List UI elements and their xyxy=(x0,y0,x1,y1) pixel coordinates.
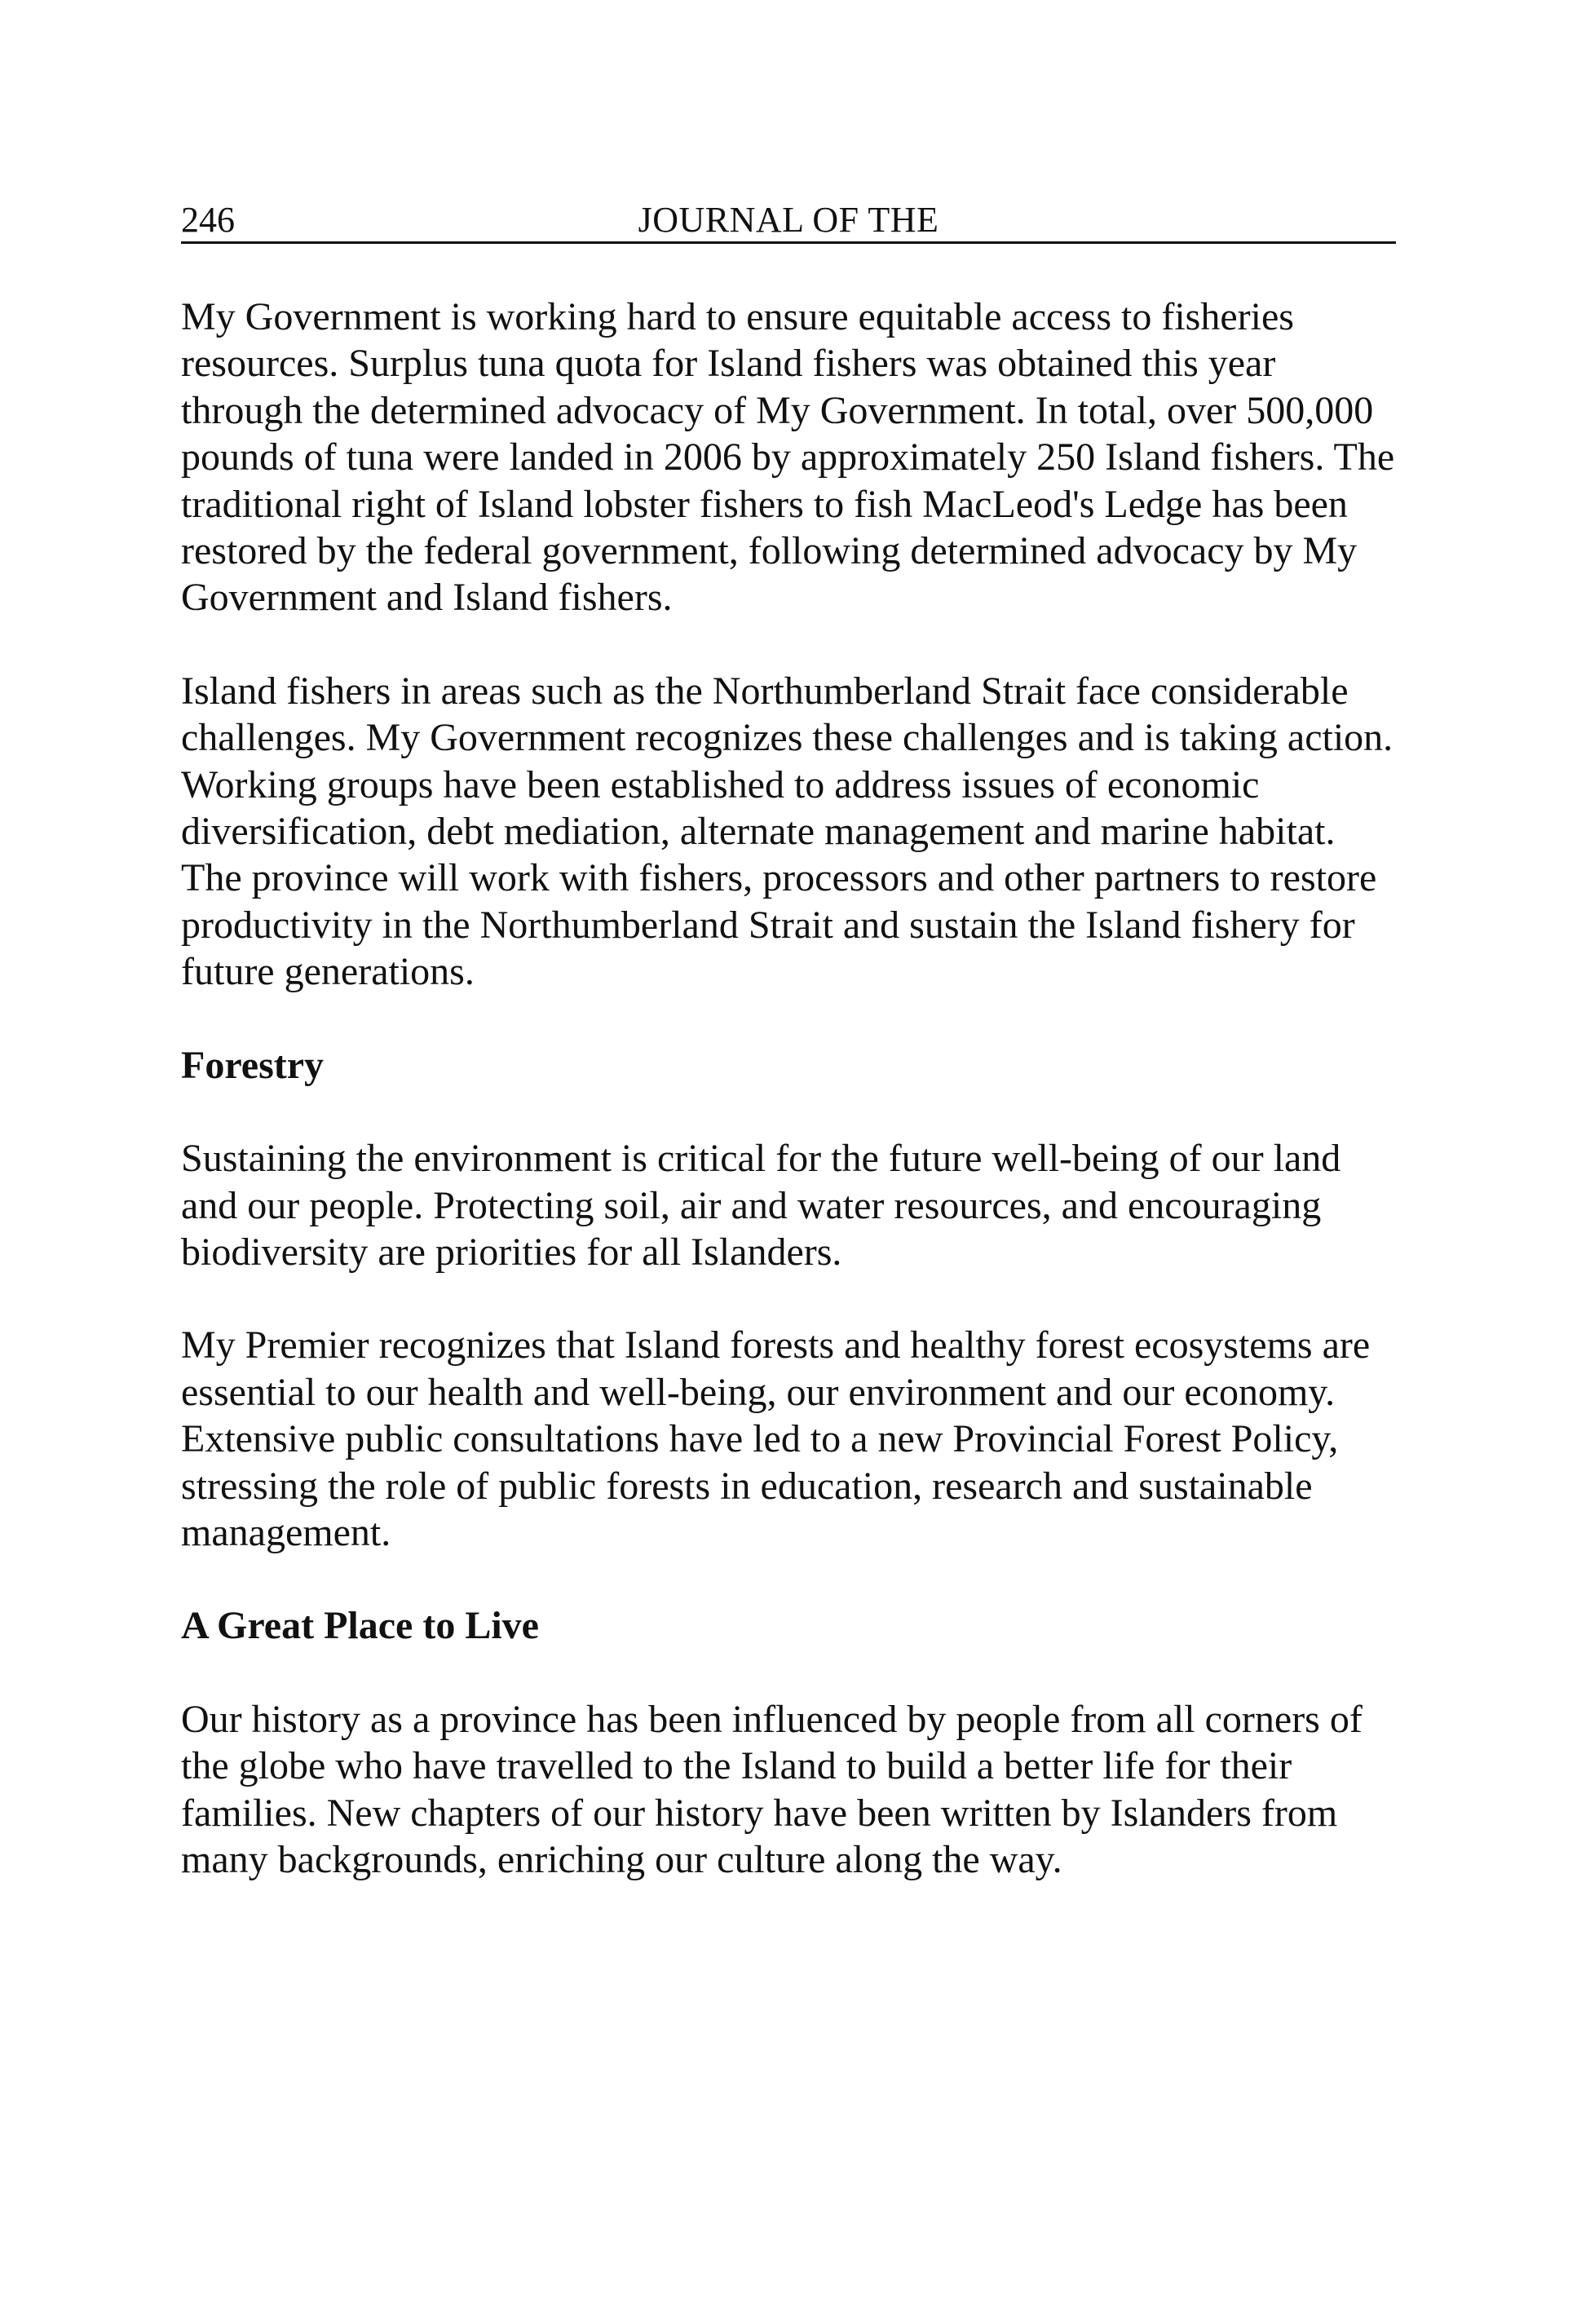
section-heading-forestry: Forestry xyxy=(181,1043,325,1087)
paragraph-forest-policy: My Premier recognizes that Island forests and healthy forest ecosystems are essential to our health and well-being, our environment and our economy. Extensive public consultations have led to a new Provincial Forest Policy, stressing the role of public forests in education, research and sustainable management. xyxy=(181,1323,1371,1554)
paragraph-northumberland-strait: Island fishers in areas such as the Northumberland Strait face considerable challenges. My Government recognizes these challenges and is taking action. Working groups have been established to address issues of economic diversification, debt mediation, alternate management and marine habitat. The province will work with fishers, processors and other partners to restore productivity in the Northumberland Strait and sustain the Island fishery for future generations. xyxy=(181,669,1393,994)
running-head: JOURNAL OF THE xyxy=(638,200,939,240)
paragraph-history: Our history as a province has been influenced by people from all corners of the globe who have travelled to the Island to build a better life for their families. New chapters of our history have been written by Islanders from many backgrounds, enriching our culture along the way. xyxy=(181,1697,1363,1881)
paragraph-fisheries-access: My Government is working hard to ensure equitable access to fisheries resources. Surplus tuna quota for Island fishers was obtained this year through the determined advocacy of My Government. In total, over 500,000 pounds of tuna were landed in 2006 by approximately 250 Island fishers. The traditional right of Island lobster fishers to fish MacLeod's Ledge has been restored by the federal government, following determined advocacy by My Government and Island fishers. xyxy=(181,295,1395,620)
body-text xyxy=(181,294,1404,1929)
section-heading-great-place-to-live: A Great Place to Live xyxy=(181,1604,539,1648)
page-number: 246 xyxy=(181,200,235,240)
page-header xyxy=(181,199,1396,244)
paragraph-environment: Sustaining the environment is critical for the future well-being of our land and our people. Protecting soil, air and water resources, and encouraging biodiversity are priorities for all Islanders. xyxy=(181,1137,1341,1274)
